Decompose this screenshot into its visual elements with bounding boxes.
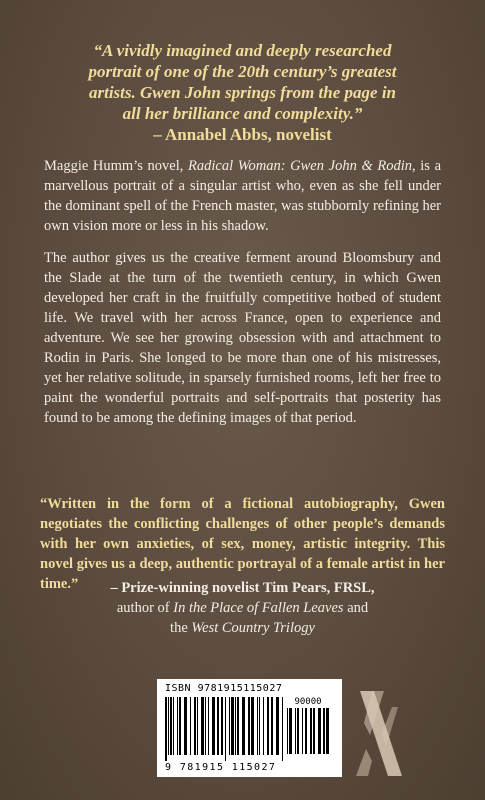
attribution-text: the bbox=[170, 620, 192, 636]
endorsement-quote-pears: “Written in the form of a fictional autobiography, Gwen negotiates the conflicting challenges of other people’s demands with her own anxieties, of sex, money, artistic integrity. This novel gives us a deep, authentic portrayal of a female artist in her time.” bbox=[40, 496, 445, 592]
quote-line: portrait of one of the 20th century’s greatest bbox=[88, 62, 397, 81]
quote-attribution: – Annabel Abbs, novelist bbox=[153, 125, 332, 144]
book-title: West Country Trilogy bbox=[191, 620, 315, 636]
attribution-line bbox=[40, 618, 445, 638]
endorsement-quote-abbs bbox=[40, 40, 445, 145]
attribution-text: author of bbox=[116, 600, 174, 616]
barcode-bars-row bbox=[165, 697, 334, 761]
quote-line: “A vividly imagined and deeply researched bbox=[93, 41, 392, 60]
price-addon-number: 90000 bbox=[294, 697, 322, 707]
description-paragraph-1 bbox=[44, 156, 441, 236]
addon-bars-icon bbox=[287, 708, 329, 760]
barcode-addon bbox=[287, 697, 329, 760]
barcode-digits: 9 781915 115027 bbox=[165, 762, 277, 773]
book-title: Radical Woman: Gwen John & Rodin bbox=[188, 158, 412, 174]
attribution-text: and bbox=[343, 600, 369, 616]
description-text: , is a marvellous portrait of a singular artist who, even as she fell under the dominant spell of the French master, was stubbornly refining her own vision more or less in his shadow. bbox=[44, 158, 442, 234]
book-description bbox=[44, 156, 441, 440]
book-title: In the Place of Fallen Leaves bbox=[173, 600, 344, 616]
isbn-label: ISBN 9781915115027 bbox=[165, 683, 283, 694]
attribution-line bbox=[40, 598, 445, 618]
endorsement-attribution-pears bbox=[40, 578, 445, 638]
quote-line: all her brilliance and complexity.” bbox=[122, 104, 363, 123]
attribution-line: – Prize-winning novelist Tim Pears, FRSL, bbox=[110, 580, 375, 596]
quote-line: artists. Gwen John springs from the page in bbox=[88, 83, 396, 102]
description-text: Maggie Humm’s novel, bbox=[44, 158, 188, 174]
barcode-bars-icon bbox=[165, 697, 283, 761]
description-paragraph-2: The author gives us the creative ferment around Bloomsbury and the Slade at the turn of the twentieth century, in which Gwen developed her craft in the fruitfully competitive hotbed of student life. We travel with her across France, open to experience and adventure. We see her growing obsession with and attachment to Rodin in Paris. She longed to be more than one of his mistresses, yet her relative solitude, in sparsely furnished rooms, left her free to paint the wonderful portraits and self-portraits that posterity has found to be among the defining images of that period. bbox=[44, 250, 441, 426]
isbn-barcode bbox=[157, 679, 342, 777]
publisher-logo-icon bbox=[352, 687, 410, 780]
